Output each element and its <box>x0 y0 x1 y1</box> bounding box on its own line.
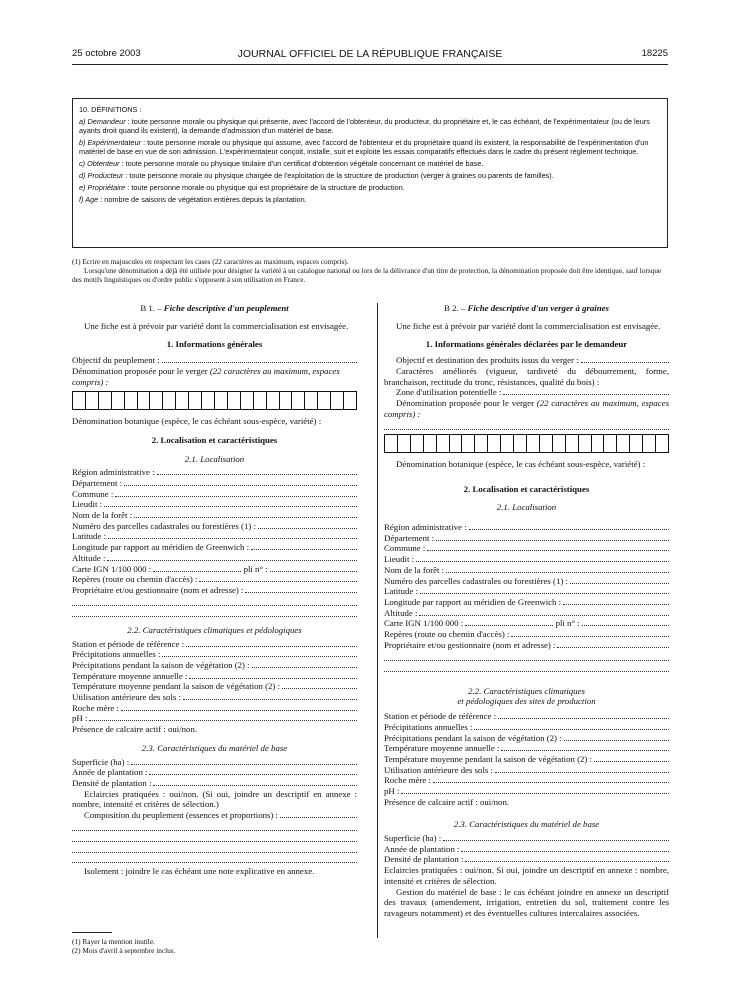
form-field[interactable]: Température moyenne annuelle : <box>384 743 669 754</box>
form-field[interactable]: pH : <box>72 713 357 724</box>
definition-item: d) Producteur : toute personne morale ou physique chargée de l'exploitation de la structure de production (verger à graines ou parents de familles). <box>79 171 554 180</box>
form-field: Eclaircies pratiquées : oui/non. (Si oui, joindre un descriptif en annexe : nombre, intensité et critères de sélection.) <box>72 788 357 810</box>
note: (1) Ecrire en majuscules en respectant les cases (22 caractères au maximum, espaces compris). <box>72 257 349 266</box>
form-field[interactable]: Commune : <box>384 543 669 554</box>
form-field[interactable]: Précipitations pendant la saison de végétation (2) : <box>72 660 357 671</box>
footnote: (1) Rayer la mention inutile. <box>72 937 155 946</box>
header-rule <box>72 64 668 65</box>
form-field[interactable]: Objectif et destination des produits issus du verger : <box>384 355 669 366</box>
form-field[interactable]: Station et période de référence : <box>72 639 357 650</box>
blank-line[interactable] <box>72 821 357 832</box>
form-field[interactable]: Utilisation antérieure des sols : <box>72 692 357 703</box>
subsection-heading: 2.1. Localisation <box>496 502 557 513</box>
denomination-label: Dénomination proposée pour le verger (22 caractères au maximum, espaces compris) : <box>72 365 340 387</box>
footnote-rule <box>72 932 112 933</box>
blank-line[interactable] <box>384 650 669 661</box>
form-field[interactable]: Densité de plantation : <box>72 778 357 789</box>
form-field[interactable]: Altitude : <box>72 553 357 564</box>
header-page-number: 18225 <box>641 48 668 59</box>
form-field[interactable]: Repères (route ou chemin d'accès) : <box>72 574 357 585</box>
page-header <box>72 48 668 62</box>
subsection-heading: 2.2. Caractéristiques climatiques <box>468 685 585 696</box>
form-field[interactable]: Roche mère : <box>72 703 357 714</box>
form-field[interactable]: Longitude par rapport au méridien de Greenwich : <box>384 597 669 608</box>
form-field[interactable]: Repères (route ou chemin d'accès) : <box>384 629 669 640</box>
form-field: Dénomination botanique (espèce, le cas échéant sous-espèce, variété) : <box>396 458 646 469</box>
form-field[interactable]: Utilisation antérieure des sols : <box>384 765 669 776</box>
form-field[interactable]: Altitude : <box>384 608 669 619</box>
form-field[interactable]: Année de plantation : <box>384 844 669 855</box>
form-field[interactable]: pH : <box>384 786 669 797</box>
blank-line[interactable] <box>72 853 357 864</box>
denomination-label: Dénomination proposée pour le verger (22 caractères au maximum, espaces compris) : <box>384 397 669 419</box>
subsection-heading: 2.3. Caractéristiques du matériel de base <box>453 819 600 830</box>
column-separator <box>377 303 378 938</box>
section-heading: 1. Informations générales <box>166 339 263 350</box>
definition-item: b) Expérimentateur : toute personne morale ou physique qui assume, avec l'accord de l'obtenteur et du propriétaire quand ils existent, la responsabilité de l'expérimentation d'un matériel de base en vue de son admission. L'expérimentateur conçoit, installe, suit et exploite les essais comparatifs effectués dans le cadre du présent règlement technique. <box>79 138 649 156</box>
blank-line[interactable] <box>72 842 357 853</box>
form-field[interactable]: Zone d'utilisation potentielle : <box>384 387 669 398</box>
denomination-grid[interactable] <box>384 434 669 453</box>
form-b1-title: B 1. – Fiche descriptive d'un peuplement <box>140 303 289 313</box>
form-field[interactable]: Latitude : <box>384 586 669 597</box>
form-field[interactable]: Département : <box>384 533 669 544</box>
form-field[interactable]: Latitude : <box>72 531 357 542</box>
form-field[interactable]: Station et période de référence : <box>384 711 669 722</box>
form-field: Caractères améliorés (vigueur, tardiveté du débourrement, forme, branchaison, rectitude du tronc, résistances, qualité du bois) : <box>384 365 669 387</box>
note: Lorsqu'une dénomination a déjà été utilisée pour désigner la variété à un catalogue national ou lors de la délivrance d'un titre de protection, la dénomination proposée doit être identique, sauf lorsque des motifs linguistiques ou d'ordre public s'opposent à son utilisation en France. <box>72 266 662 284</box>
form-field[interactable]: Nom de la forêt : <box>72 510 357 521</box>
header-journal-title: JOURNAL OFFICIEL DE LA RÉPUBLIQUE FRANÇAISE <box>237 48 503 60</box>
form-intro: Une fiche est à prévoir par variété dont la commercialisation est envisagée. <box>396 320 661 331</box>
form-field: Dénomination botanique (espèce, le cas échéant sous-espèce, variété) : <box>72 416 322 427</box>
form-field[interactable]: Propriétaire et/ou gestionnaire (nom et adresse) : <box>384 640 669 651</box>
definition-item: a) Demandeur : toute personne morale ou physique qui présente, avec l'accord de l'obtenteur, du producteur, du propriétaire et, le cas échéant, de l'expérimentateur (ou de leurs ayants droit quand ils existent), la demande d'admission d'un matériel de base. <box>79 117 650 135</box>
section-heading: 2. Localisation et caractéristiques <box>463 483 590 494</box>
form-field[interactable]: Température moyenne pendant la saison de végétation (2) : <box>72 681 357 692</box>
form-field[interactable]: Carte IGN 1/100 000 : pli n° : <box>72 564 357 575</box>
header-date: 25 octobre 2003 <box>72 48 141 59</box>
subsection-heading: 2.1. Localisation <box>184 453 245 464</box>
notes <box>72 257 668 284</box>
blank-line[interactable] <box>384 661 669 672</box>
footnote: (2) Mois d'avril à septembre inclus. <box>72 946 176 955</box>
form-field[interactable]: Numéro des parcelles cadastrales ou forestières (1) : <box>72 521 357 532</box>
definition-item: f) Age : nombre de saisons de végétation entières depuis la plantation. <box>79 195 307 204</box>
section-heading: 2. Localisation et caractéristiques <box>151 434 278 445</box>
form-field[interactable]: Lieudit : <box>384 554 669 565</box>
form-field[interactable]: Commune : <box>72 489 357 500</box>
form-field[interactable]: Température moyenne annuelle : <box>72 671 357 682</box>
form-field[interactable]: Précipitations pendant la saison de végétation (2) : <box>384 733 669 744</box>
form-b2 <box>384 303 669 919</box>
subsection-heading: 2.2. Caractéristiques climatiques et pédologiques <box>127 624 302 635</box>
definitions-title: 10. DÉFINITIONS : <box>79 105 142 114</box>
denomination-grid[interactable] <box>72 391 357 410</box>
blank-line[interactable] <box>72 596 357 607</box>
form-field[interactable]: Région administrative : <box>72 467 357 478</box>
form-field: Présence de calcaire actif : oui/non. <box>384 796 510 807</box>
form-field: Présence de calcaire actif : oui/non. <box>72 724 198 735</box>
definition-item: e) Propriétaire : toute personne morale ou physique qui est propriétaire de la structure de production. <box>79 183 405 192</box>
form-field[interactable]: Précipitations annuelles : <box>72 649 357 660</box>
footnotes <box>72 937 352 955</box>
subsection-heading: et pédologiques des sites de production <box>457 696 596 707</box>
form-field: Gestion du matériel de base : le cas échéant joindre en annexe un descriptif des travaux (amendement, irrigation, entretien du sol, traitement contre les ravageurs notamment) et des éventuelles cultures intercalaires associées. <box>384 886 669 918</box>
definitions-box <box>72 98 668 248</box>
form-field[interactable]: Nom de la forêt : <box>384 565 669 576</box>
form-field[interactable]: Température moyenne pendant la saison de végétation (2) : <box>384 754 669 765</box>
subsection-heading: 2.3. Caractéristiques du matériel de base <box>141 742 288 753</box>
form-field[interactable]: Densité de plantation : <box>384 854 669 865</box>
form-field[interactable]: Propriétaire et/ou gestionnaire (nom et adresse) : <box>72 585 357 596</box>
form-field[interactable]: Composition du peuplement (essences et proportions) : <box>72 810 357 821</box>
form-b2-title: B 2. – Fiche descriptive d'un verger à graines <box>444 303 609 313</box>
form-field[interactable]: Longitude par rapport au méridien de Greenwich : <box>72 542 357 553</box>
form-b1 <box>72 303 357 877</box>
blank-line[interactable] <box>72 831 357 842</box>
form-field[interactable]: Année de plantation : <box>72 767 357 778</box>
form-field[interactable]: Précipitations annuelles : <box>384 722 669 733</box>
form-field[interactable]: Numéro des parcelles cadastrales ou forestières (1) : <box>384 576 669 587</box>
form-field[interactable]: Lieudit : <box>72 499 357 510</box>
form-field[interactable]: Région administrative : <box>384 522 669 533</box>
form-field[interactable]: Département : <box>72 478 357 489</box>
form-field[interactable]: Superficie (ha) : <box>384 833 669 844</box>
form-field: Isolement : joindre le cas échéant une note explicative en annexe. <box>84 866 315 877</box>
form-field[interactable]: Carte IGN 1/100 000 : pli n° : <box>384 618 669 629</box>
form-field[interactable]: Objectif du peuplement : <box>72 355 357 366</box>
form-field[interactable]: Roche mère : <box>384 775 669 786</box>
form-field[interactable]: Superficie (ha) : <box>72 757 357 768</box>
blank-line[interactable] <box>384 419 669 430</box>
definition-item: c) Obtenteur : toute personne morale ou physique titulaire d'un certificat d'obtention végétale concernant ce matériel de base. <box>79 159 484 168</box>
section-heading: 1. Informations générales déclarées par le demandeur <box>425 339 628 350</box>
blank-line[interactable] <box>72 606 357 617</box>
form-intro: Une fiche est à prévoir par variété dont la commercialisation est envisagée. <box>84 320 349 331</box>
form-field: Eclaircies pratiquées : oui/non. Si oui, joindre un descriptif en annexe : nombre, intensité et critères de sélection. <box>384 865 669 886</box>
